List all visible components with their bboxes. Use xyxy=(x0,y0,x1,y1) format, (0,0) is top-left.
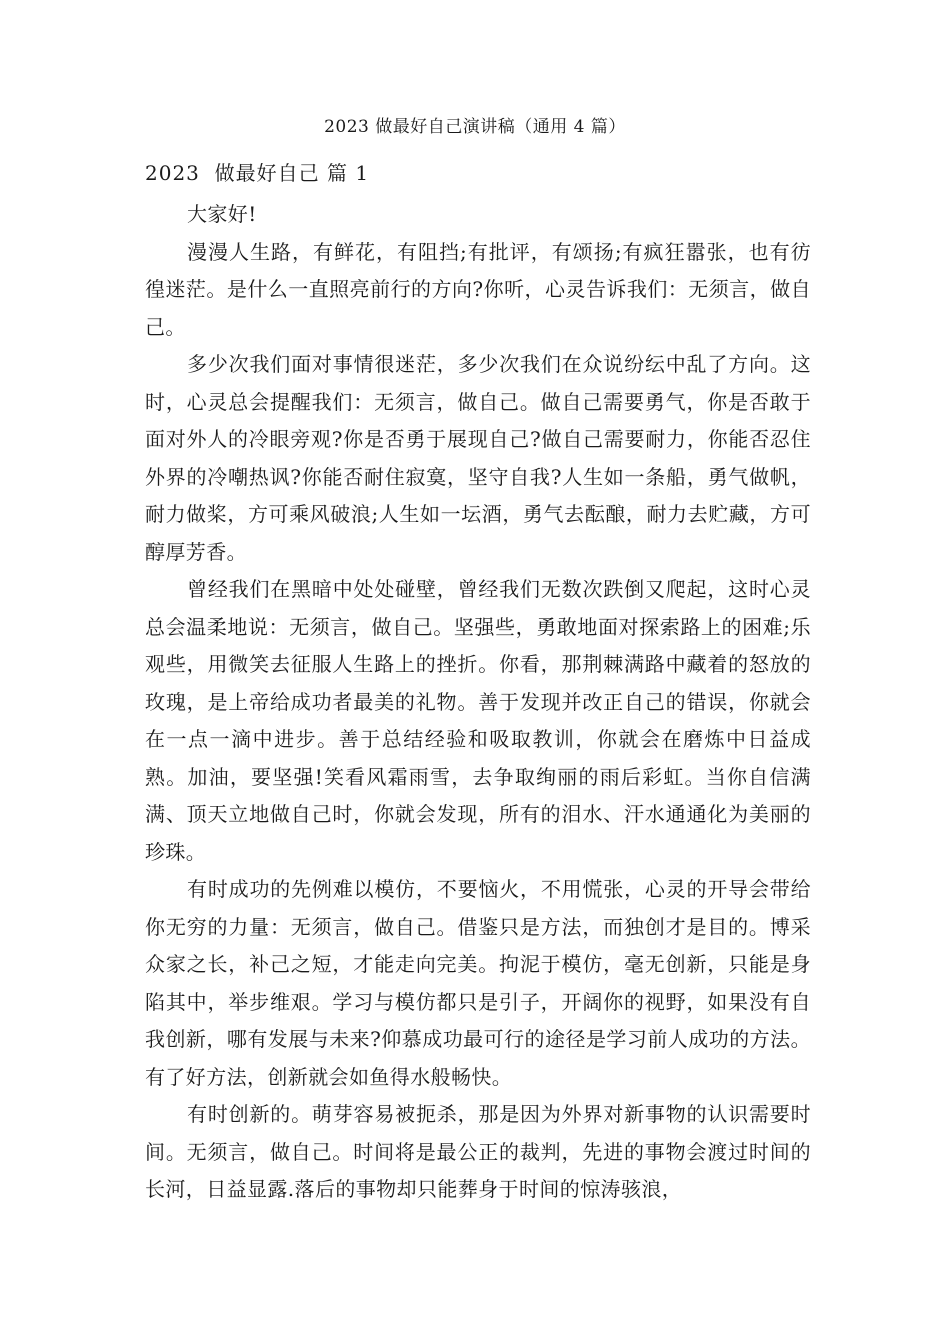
paragraph: 漫漫人生路，有鲜花，有阻挡;有批评，有颂扬;有疯狂嚣张，也有彷徨迷茫。是什么一直照亮前行的方向?你听，心灵告诉我们：无须言，做自己。 xyxy=(145,239,811,339)
section-heading: 2023 做最好自己 篇 1 xyxy=(145,161,370,185)
paragraph: 曾经我们在黑暗中处处碰壁，曾经我们无数次跌倒又爬起，这时心灵总会温柔地说：无须言，做自己。坚强些，勇敢地面对探索路上的困难;乐观些，用微笑去征服人生路上的挫折。你看，那荆棘满路中藏着的怒放的玫瑰，是上帝给成功者最美的礼物。善于发现并改正自己的错误，你就会在一点一滴中进步。善于总结经验和吸取教训，你就会在磨炼中日益成熟。加油，要坚强!笑看风霜雨雪，去争取绚丽的雨后彩虹。当你自信满满、顶天立地做自己时，你就会发现，所有的泪水、汗水通通化为美丽的珍珠。 xyxy=(145,577,811,864)
document-body xyxy=(145,196,811,1209)
document-title: 2023 做最好自己演讲稿（通用 4 篇） xyxy=(324,117,626,137)
paragraph: 有时成功的先例难以模仿，不要恼火，不用慌张，心灵的开导会带给你无穷的力量：无须言，做自己。借鉴只是方法，而独创才是目的。博采众家之长，补己之短，才能走向完美。拘泥于模仿，毫无创新，只能是身陷其中，举步维艰。学习与模仿都只是引子，开阔你的视野，如果没有自我创新，哪有发展与未来?仰慕成功最可行的途径是学习前人成功的方法。有了好方法，创新就会如鱼得水般畅快。 xyxy=(145,877,811,1089)
paragraph: 有时创新的。萌芽容易被扼杀，那是因为外界对新事物的认识需要时间。无须言，做自己。时间将是最公正的裁判，先进的事物会渡过时间的长河，日益显露.落后的事物却只能葬身于时间的惊涛骇浪， xyxy=(145,1102,811,1201)
paragraph: 多少次我们面对事情很迷茫，多少次我们在众说纷纭中乱了方向。这时，心灵总会提醒我们：无须言，做自己。做自己需要勇气，你是否敢于面对外人的冷眼旁观?你是否勇于展现自己?做自己需要耐力，你能否忍住外界的冷嘲热讽?你能否耐住寂寞，坚守自我?人生如一条船，勇气做帆，耐力做桨，方可乘风破浪;人生如一坛酒，勇气去酝酿，耐力去贮藏，方可醇厚芳香。 xyxy=(145,352,811,564)
paragraph-greeting: 大家好! xyxy=(187,202,257,226)
